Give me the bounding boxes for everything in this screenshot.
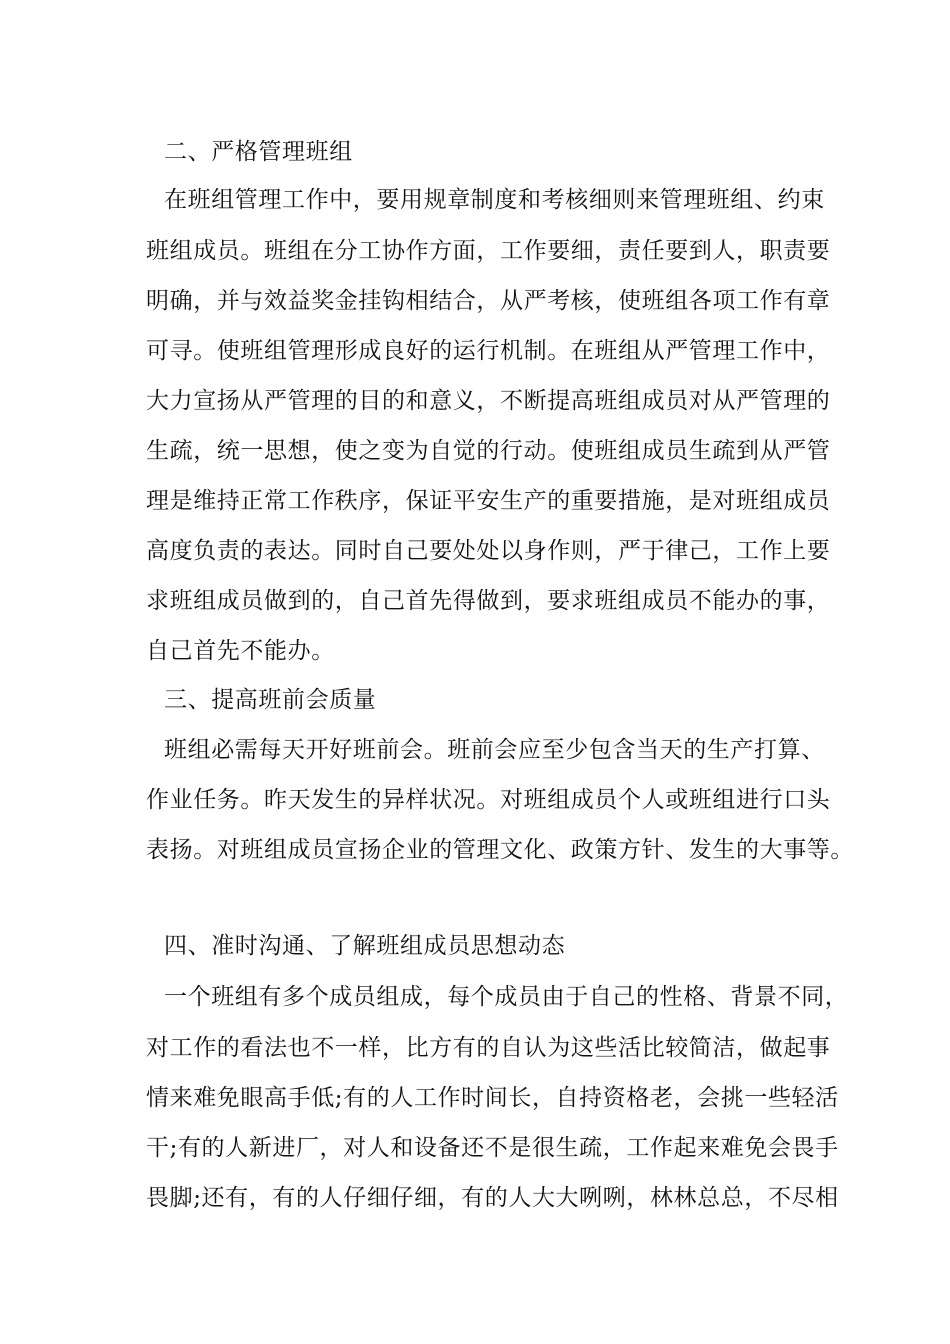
section-heading-communication: 四、准时沟通、了解班组成员思想动态 (164, 933, 566, 959)
paragraph-line: 求班组成员做到的，自己首先得做到，要求班组成员不能办的事， (146, 588, 831, 614)
paragraph-line: 干;有的人新进厂，对人和设备还不是很生疏，工作起来难免会畏手 (146, 1135, 839, 1161)
paragraph-line: 作业任务。昨天发生的异样状况。对班组成员个人或班组进行口头 (146, 787, 831, 813)
paragraph-line: 畏脚;还有，有的人仔细仔细，有的人大大咧咧，林林总总，不尽相 (146, 1185, 839, 1211)
paragraph-line: 大力宣扬从严管理的目的和意义，不断提高班组成员对从严管理的 (146, 388, 831, 414)
paragraph-line: 班组成员。班组在分工协作方面，工作要细，责任要到人，职责要 (146, 238, 831, 264)
section-heading-management: 二、严格管理班组 (164, 139, 353, 165)
paragraph-line: 班组必需每天开好班前会。班前会应至少包含当天的生产打算、 (164, 737, 825, 763)
paragraph-line: 情来难免眼高手低;有的人工作时间长，自持资格老，会挑一些轻活 (146, 1085, 839, 1111)
paragraph-line: 可寻。使班组管理形成良好的运行机制。在班组从严管理工作中， (146, 338, 831, 364)
paragraph-line: 一个班组有多个成员组成，每个成员由于自己的性格、背景不同， (164, 984, 849, 1010)
paragraph-line: 自己首先不能办。 (146, 638, 335, 664)
paragraph-line: 对工作的看法也不一样，比方有的自认为这些活比较简洁，做起事 (146, 1035, 831, 1061)
paragraph-line: 理是维持正常工作秩序，保证平安生产的重要措施，是对班组成员 (146, 488, 831, 514)
paragraph-line: 表扬。对班组成员宣扬企业的管理文化、政策方针、发生的大事等。 (146, 837, 854, 863)
section-heading-meeting: 三、提高班前会质量 (164, 687, 377, 713)
paragraph-line: 高度负责的表达。同时自己要处处以身作则，严于律己，工作上要 (146, 538, 831, 564)
paragraph-line: 明确，并与效益奖金挂钩相结合，从严考核，使班组各项工作有章 (146, 288, 831, 314)
paragraph-line: 在班组管理工作中，要用规章制度和考核细则来管理班组、约束 (164, 187, 825, 213)
paragraph-line: 生疏，统一思想，使之变为自觉的行动。使班组成员生疏到从严管 (146, 438, 831, 464)
